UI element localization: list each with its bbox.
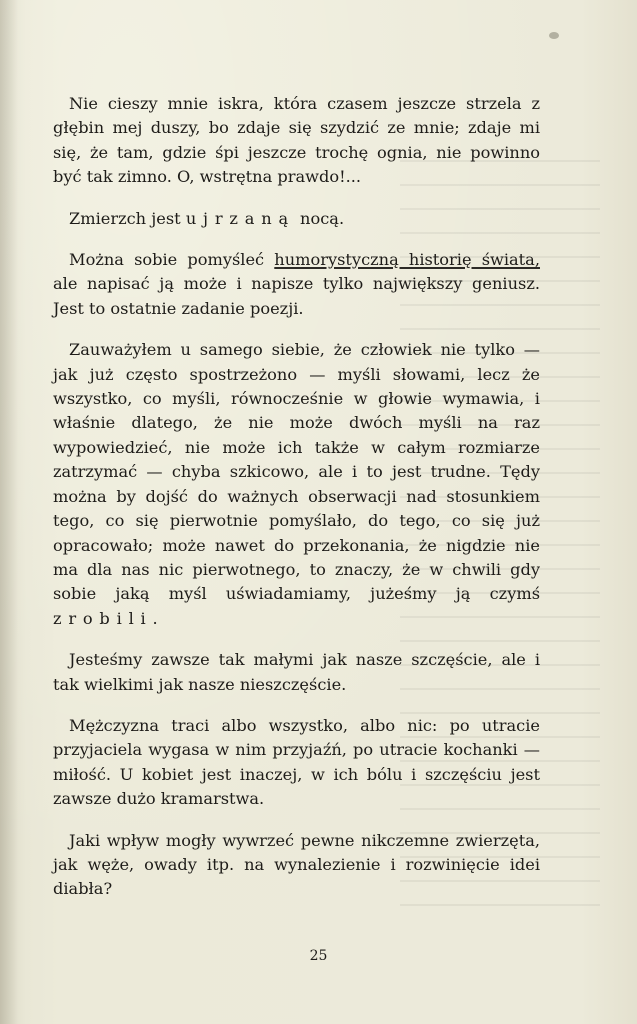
paragraph-2-start: Zmierzch jest xyxy=(69,208,186,228)
spaced-word-ujrzana: ujrzaną xyxy=(185,208,295,228)
page-gutter-shadow xyxy=(0,0,18,1024)
paragraph-1 xyxy=(53,92,540,190)
paragraph-4-text: Zauważyłem u samego siebie, że człowiek nie tylko — jak już często spostrzeżono — myśli słowami, lecz że wszystko, co myśli, równocześnie w głowie wymawia, i właśnie dlatego, że nie może dwóch myśli na raz wypowiedzieć, nie może ich także w całym rozmiarze zatrzymać — chyba szkicowo, ale i to jest trudne. Tędy można by dojść do ważnych obserwacji nad stosunkiem tego, co się pierwotnie pomyślało, do tego, co się już opracowało; może nawet do przekonania, że nigdzie nie ma dla nas nic pierwotnego, to znaczy, że w chwili gdy sobie jaką myśl uświadamiamy, jużeśmy ją czymś xyxy=(53,340,540,604)
paragraph-1-text: Nie cieszy mnie iskra, która czasem jeszcze strzela z głębin mej duszy, bo zdaje się szydzić ze mnie; zdaje mi się, że tam, gdzie śpi jeszcze trochę ognia, nie powinno być tak zimno. O, wstrętna prawdo!... xyxy=(53,94,540,187)
paragraph-6-text: Mężczyzna traci albo wszystko, albo nic: po utracie przyjaciela wygasa w nim przyjaźń, po utracie kochanki — miłość. U kobiet jest inaczej, w ich bólu i szczęściu jest zawsze dużo kramarstwa. xyxy=(53,715,540,809)
page-text xyxy=(53,92,540,919)
ink-spot xyxy=(549,32,559,39)
page-number: 25 xyxy=(309,948,328,964)
paragraph-4 xyxy=(53,338,540,631)
paragraph-5 xyxy=(53,648,540,697)
paragraph-2-end: nocą. xyxy=(294,208,345,228)
paragraph-7-text: Jaki wpływ mogły wywrzeć pewne nikczemne zwierzęta, jak węże, owady itp. na wynalezienie i rozwinięcie idei diabła? xyxy=(53,830,540,899)
paragraph-3 xyxy=(53,248,540,321)
paragraph-4-period: . xyxy=(152,608,158,628)
paragraph-3-start: Można sobie pomyśleć xyxy=(69,250,275,270)
pencil-underlined-phrase: humorystyczną historię świata, xyxy=(274,250,540,270)
spaced-word-zrobili: zrobili xyxy=(53,608,153,628)
paragraph-6 xyxy=(53,714,540,812)
paragraph-3-end: ale napisać ją może i napisze tylko największy geniusz. Jest to ostatnie zadanie poezji. xyxy=(53,274,540,318)
paragraph-7 xyxy=(53,829,540,902)
paragraph-5-text: Jesteśmy zawsze tak małymi jak nasze szczęście, ale i tak wielkimi jak nasze nieszczęście. xyxy=(53,650,540,694)
paragraph-2 xyxy=(53,207,540,231)
